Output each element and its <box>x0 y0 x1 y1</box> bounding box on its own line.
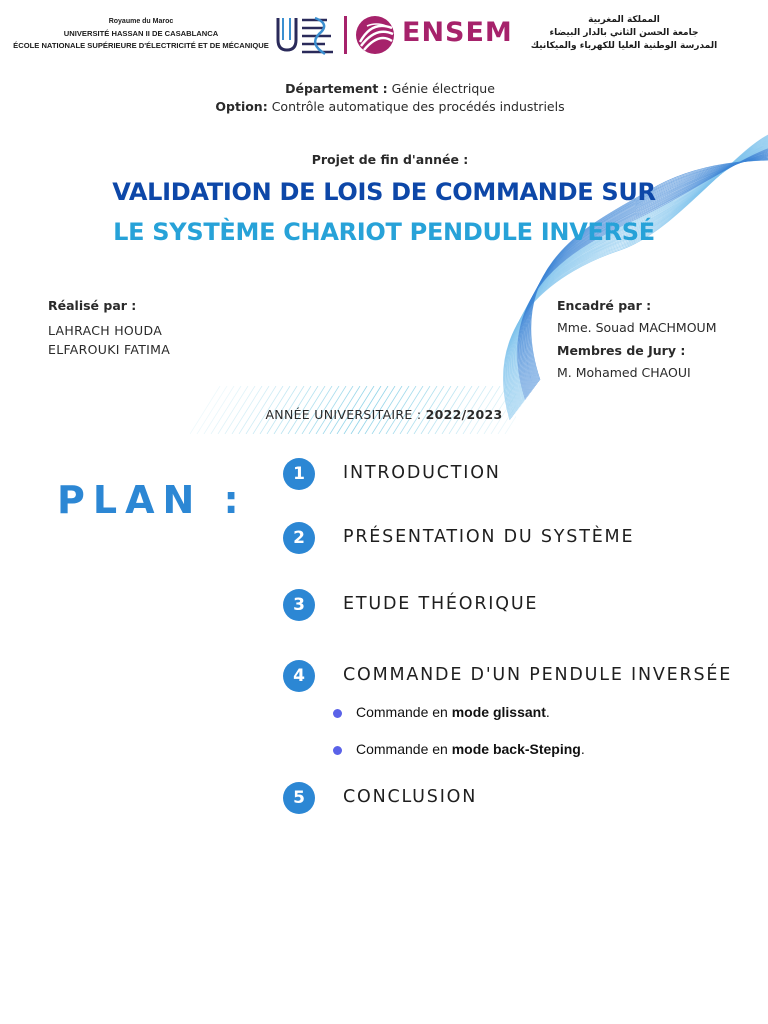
annee-value: 2022/2023 <box>425 407 503 422</box>
subitem-suffix: . <box>545 704 550 720</box>
plan-item-label: INTRODUCTION <box>343 463 501 483</box>
title-line-2: LE SYSTÈME CHARIOT PENDULE INVERSÉ <box>113 218 655 246</box>
university-header-ar <box>504 14 744 53</box>
plan-item-label: PRÉSENTATION DU SYSTÈME <box>343 527 635 547</box>
header-line: UNIVERSITÉ HASSAN II DE CASABLANCA <box>63 29 219 38</box>
subitem-bold: mode back-Steping <box>451 741 581 757</box>
plan-item-label: ETUDE THÉORIQUE <box>343 594 539 614</box>
header-line: المملكة المغربية <box>588 15 660 25</box>
header-line: ÉCOLE NATIONALE SUPÉRIEURE D'ÉLECTRICITÉ ET DE MÉCANIQUE <box>13 41 269 50</box>
plan-number-badge: 2 <box>283 522 315 554</box>
bullet-dot-icon <box>333 746 342 755</box>
plan-number-badge: 4 <box>283 660 315 692</box>
annee-universitaire <box>190 407 578 422</box>
option-value: Contrôle automatique des procédés industriels <box>267 99 565 114</box>
encadre-label: Encadré par : <box>557 298 652 313</box>
department-label: Département : <box>285 81 388 96</box>
university-header-fr <box>10 16 272 52</box>
realise-label: Réalisé par : <box>48 298 137 313</box>
plan-number-badge: 5 <box>283 782 315 814</box>
plan-number-badge: 3 <box>283 589 315 621</box>
plan-title: PLAN : <box>57 478 247 522</box>
ensem-logo-text: ENSEM <box>402 17 513 48</box>
subitem-bold: mode glissant <box>451 704 546 720</box>
logo-separator <box>344 16 347 54</box>
option-line <box>210 98 570 116</box>
subitem-prefix: Commande en <box>356 704 452 720</box>
header-line: المدرسة الوطنية العليا للكهرباء والميكانيك <box>530 41 718 51</box>
header-line: Royaume du Maroc <box>108 18 174 25</box>
annee-label: ANNÉE UNIVERSITAIRE : <box>265 407 426 422</box>
student-name: LAHRACH HOUDA <box>48 323 163 338</box>
subitem-prefix: Commande en <box>356 741 452 757</box>
encadre-value: Mme. Souad MACHMOUM <box>557 320 717 335</box>
plan-item-label: CONCLUSION <box>343 787 478 807</box>
header-line: جامعة الحسن الثاني بالدار البيضاء <box>549 28 699 38</box>
title-line-1: VALIDATION DE LOIS DE COMMANDE SUR <box>112 178 656 206</box>
uh2c-logo <box>275 14 337 58</box>
jury-label: Membres de Jury : <box>557 343 686 358</box>
plan-item-label: COMMANDE D'UN PENDULE INVERSÉE <box>343 665 733 685</box>
jury-value: M. Mohamed CHAOUI <box>557 365 691 380</box>
option-label: Option: <box>215 99 268 114</box>
bullet-dot-icon <box>333 709 342 718</box>
subitem-suffix: . <box>580 741 585 757</box>
department-line <box>180 80 600 98</box>
plan-number-badge: 1 <box>283 458 315 490</box>
department-value: Génie électrique <box>387 81 495 96</box>
student-name: ELFAROUKI FATIMA <box>48 342 171 357</box>
ensem-emblem-icon <box>352 14 398 56</box>
subitem-text <box>356 704 550 720</box>
subitem-text <box>356 741 585 757</box>
projet-label: Projet de fin d'année : <box>311 152 469 167</box>
